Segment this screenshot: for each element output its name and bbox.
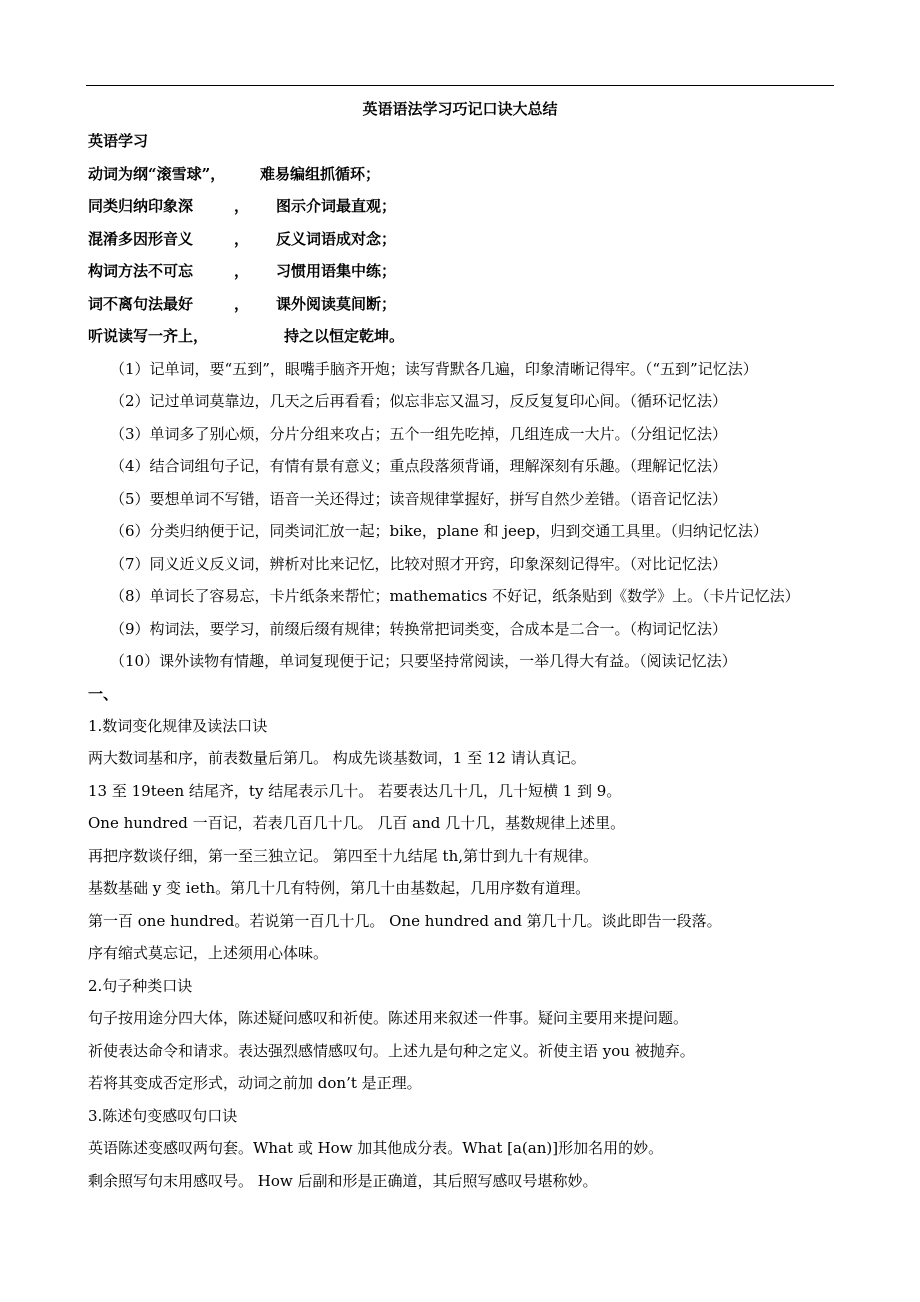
- header-rule: [86, 85, 834, 86]
- numerals-line: 两大数词基和序，前表数量后第几。 构成先谈基数词，1 至 12 请认真记。: [88, 749, 586, 767]
- sentences-line: 若将其变成否定形式，动词之前加 don’t 是正理。: [88, 1074, 422, 1092]
- memory-method-item: （4）结合词组句子记，有情有景有意义；重点段落须背诵，理解深刻有乐趣。（理解记忆法）: [110, 457, 728, 475]
- numerals-line: 第一百 one hundred。若说第一百几十几。 One hundred and 第几十几。谈此即告一段落。: [88, 912, 722, 930]
- couplet-left: 构词方法不可忘: [88, 262, 194, 280]
- numerals-line: 13 至 19teen 结尾齐，ty 结尾表示几十。 若要表达几十几，几十短横 1 到 9。: [88, 782, 622, 800]
- numerals-line: 基数基础 y 变 ieth。第几十几有特例，第几十由基数起，几用序数有道理。: [88, 879, 591, 897]
- exclamation-heading: 3.陈述句变感叹句口诀: [88, 1107, 238, 1125]
- numerals-heading: 1.数词变化规律及读法口诀: [88, 717, 268, 735]
- numerals-line: 再把序数谈仔细，第一至三独立记。 第四至十九结尾 th,第廿到九十有规律。: [88, 847, 598, 865]
- exclamation-line: 剩余照写句末用感叹号。 How 后副和形是正确道，其后照写感叹号堪称妙。: [88, 1172, 598, 1190]
- numerals-line: One hundred 一百记，若表几百几十几。 几百 and 几十几，基数规律上述里。: [88, 814, 626, 832]
- memory-method-item: （5）要想单词不写错，语音一关还得过；读音规律掌握好，拼写自然少差错。（语音记忆法）: [110, 490, 728, 508]
- memory-method-item: （2）记过单词莫靠边，几天之后再看看；似忘非忘又温习，反反复复印心间。（循环记忆法）: [110, 392, 728, 410]
- memory-method-item: （7）同义近义反义词，辨析对比来记忆，比较对照才开窍，印象深刻记得牢。（对比记忆法）: [110, 555, 728, 573]
- memory-method-item: （1）记单词，要“五到”，眼嘴手脑齐开炮；读写背默各几遍，印象清晰记得牢。（“五到”记忆法）: [110, 360, 758, 378]
- couplet-right: 习惯用语集中练；: [276, 262, 397, 280]
- memory-method-item: （3）单词多了别心烦，分片分组来攻占；五个一组先吃掉，几组连成一大片。（分组记忆法）: [110, 425, 728, 443]
- couplet-right: 反义词语成对念；: [276, 230, 397, 248]
- memory-method-item: （9）构词法，要学习，前缀后缀有规律；转换常把词类变，合成本是二合一。（构词记忆法）: [110, 620, 728, 638]
- memory-method-item: （10）课外读物有情趣，单词复现便于记；只要坚持常阅读，一举几得大有益。（阅读记忆法）: [110, 652, 737, 670]
- couplet-left: 听说读写一齐上，: [88, 327, 209, 345]
- memory-method-item: （6）分类归纳便于记，同类词汇放一起；bike，plane 和 jeep，归到交通工具里。（归纳记忆法）: [110, 522, 768, 540]
- couplet-comma: ，: [234, 230, 250, 248]
- couplet-left: 同类归纳印象深: [88, 197, 194, 215]
- couplet-left: 混淆多因形音义: [88, 230, 194, 248]
- couplet-right: 难易编组抓循环；: [260, 165, 381, 183]
- sentences-heading: 2.句子种类口诀: [88, 977, 193, 995]
- couplet-comma: ，: [234, 197, 250, 215]
- couplet-right: 持之以恒定乾坤。: [284, 327, 405, 345]
- couplet-right: 图示介词最直观；: [276, 197, 397, 215]
- couplet-left: 词不离句法最好: [88, 295, 194, 313]
- couplet-left: 动词为纲“滚雪球”，: [88, 165, 226, 183]
- section-label: 一、: [88, 685, 119, 703]
- exclamation-line: 英语陈述变感叹两句套。What 或 How 加其他成分表。What [a(an)]形加名用的妙。: [88, 1139, 664, 1157]
- document-title: 英语语法学习巧记口诀大总结: [362, 100, 558, 118]
- couplet-comma: ，: [234, 262, 250, 280]
- sentences-line: 句子按用途分四大体，陈述疑问感叹和祈使。陈述用来叙述一件事。疑问主要用来提问题。: [88, 1009, 689, 1027]
- memory-method-item: （8）单词长了容易忘，卡片纸条来帮忙；mathematics 不好记，纸条贴到《数学》上。（卡片记忆法）: [110, 587, 800, 605]
- couplet-comma: ，: [234, 295, 250, 313]
- numerals-line: 序有缩式莫忘记，上述须用心体味。: [88, 944, 329, 962]
- intro-heading: 英语学习: [88, 132, 149, 150]
- sentences-line: 祈使表达命令和请求。表达强烈感情感叹句。上述九是句种之定义。祈使主语 you 被抛弃。: [88, 1042, 695, 1060]
- couplet-right: 课外阅读莫间断；: [276, 295, 397, 313]
